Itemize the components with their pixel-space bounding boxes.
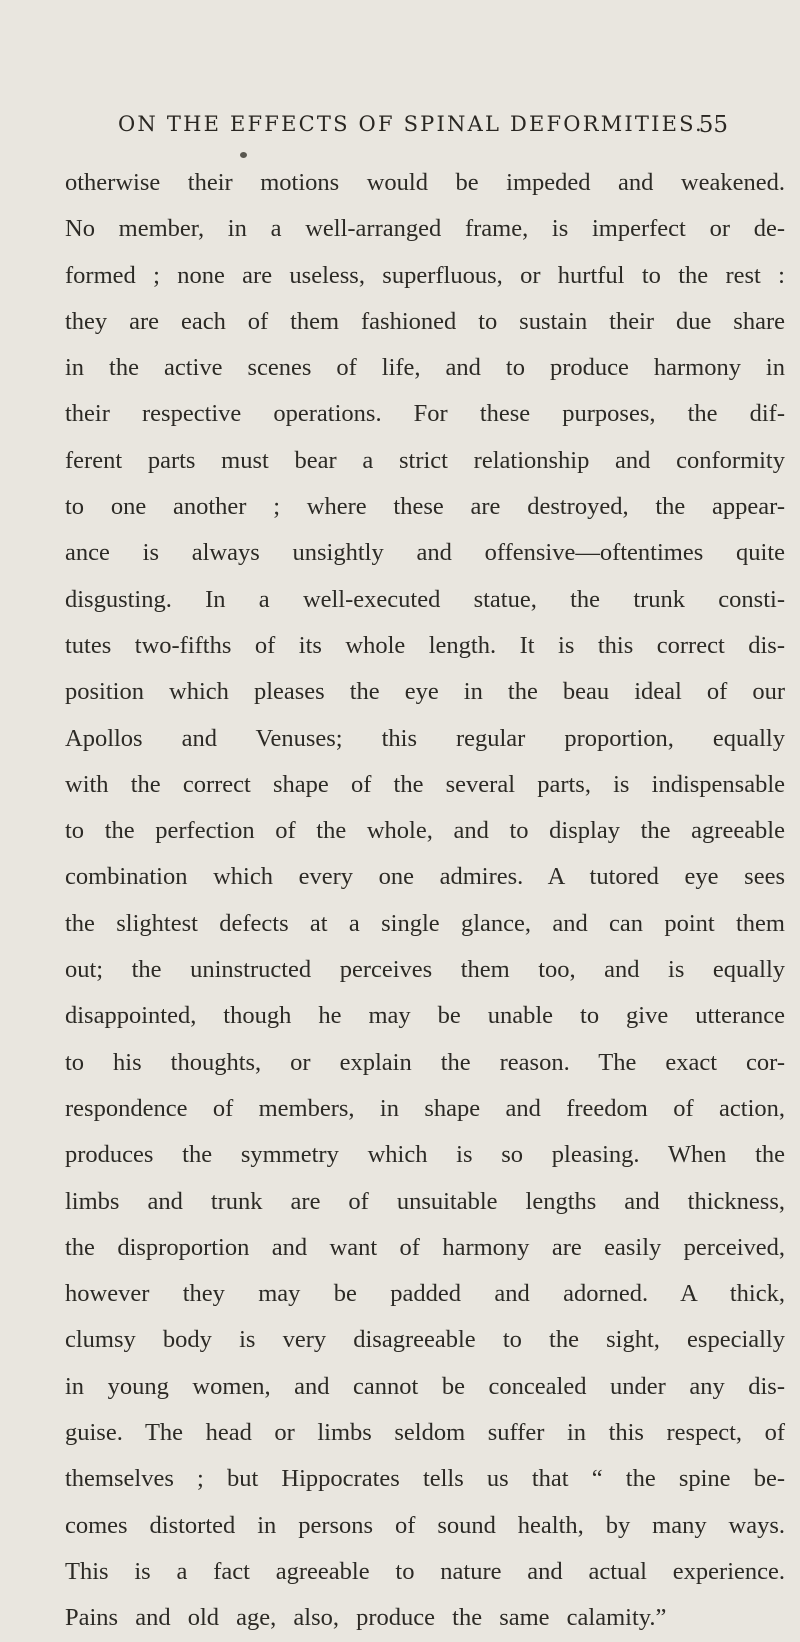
text-line: respondence of members, in shape and freedom of action, bbox=[65, 1094, 785, 1122]
text-line: combination which every one admires. A tutored eye sees bbox=[65, 863, 785, 891]
text-line: ferent parts must bear a strict relationship and conformity bbox=[65, 446, 785, 474]
text-line: the disproportion and want of harmony are easily perceived, bbox=[65, 1233, 785, 1261]
text-line: ance is always unsightly and offensive—oftentimes quite bbox=[65, 539, 785, 567]
text-line: Apollos and Venuses; this regular proportion, equally bbox=[65, 724, 785, 752]
text-line: disgusting. In a well-executed statue, the trunk consti- bbox=[65, 585, 785, 613]
text-line: limbs and trunk are of unsuitable lengths and thickness, bbox=[65, 1187, 785, 1215]
page-number: 55 bbox=[698, 112, 728, 138]
text-line: formed ; none are useless, superfluous, or hurtful to the rest : bbox=[65, 261, 785, 289]
text-line: otherwise their motions would be impeded and weakened. bbox=[65, 169, 785, 196]
text-line: the slightest defects at a single glance, and can point them bbox=[65, 909, 785, 937]
text-line: with the correct shape of the several parts, is indispensable bbox=[65, 770, 785, 798]
text-line: position which pleases the eye in the beau ideal of our bbox=[65, 678, 785, 706]
text-line: comes distorted in persons of sound health, by many ways. bbox=[65, 1511, 785, 1539]
text-line: Pains and old age, also, produce the same calamity.” bbox=[65, 1604, 667, 1632]
text-line: their respective operations. For these purposes, the dif- bbox=[65, 400, 785, 428]
text-line: themselves ; but Hippocrates tells us that “ the spine be- bbox=[65, 1465, 785, 1493]
running-head bbox=[118, 112, 728, 136]
body-text bbox=[65, 160, 785, 1642]
text-line: however they may be padded and adorned. A thick, bbox=[65, 1280, 785, 1308]
text-line: clumsy body is very disagreeable to the sight, especially bbox=[65, 1326, 785, 1354]
text-line: produces the symmetry which is so pleasing. When the bbox=[65, 1141, 785, 1169]
text-line: guise. The head or limbs seldom suffer in this respect, of bbox=[65, 1419, 785, 1447]
text-line: they are each of them fashioned to sustain their due share bbox=[65, 307, 785, 335]
text-line: to one another ; where these are destroyed, the appear- bbox=[65, 493, 785, 521]
text-line: tutes two-fifths of its whole length. It is this correct dis- bbox=[65, 631, 785, 659]
printer-ornament bbox=[240, 152, 247, 158]
text-line: to his thoughts, or explain the reason. The exact cor- bbox=[65, 1048, 785, 1076]
text-line: in the active scenes of life, and to produce harmony in bbox=[65, 354, 785, 382]
text-line: This is a fact agreeable to nature and actual experience. bbox=[65, 1557, 785, 1585]
text-line: in young women, and cannot be concealed under any dis- bbox=[65, 1372, 785, 1400]
text-line: disappointed, though he may be unable to give utterance bbox=[65, 1002, 785, 1030]
text-line: to the perfection of the whole, and to display the agreeable bbox=[65, 817, 785, 845]
text-line: No member, in a well-arranged frame, is imperfect or de- bbox=[65, 215, 785, 243]
text-line: out; the uninstructed perceives them too, and is equally bbox=[65, 956, 785, 984]
running-head-title: ON THE EFFECTS OF SPINAL DEFORMITIES. bbox=[118, 112, 704, 136]
